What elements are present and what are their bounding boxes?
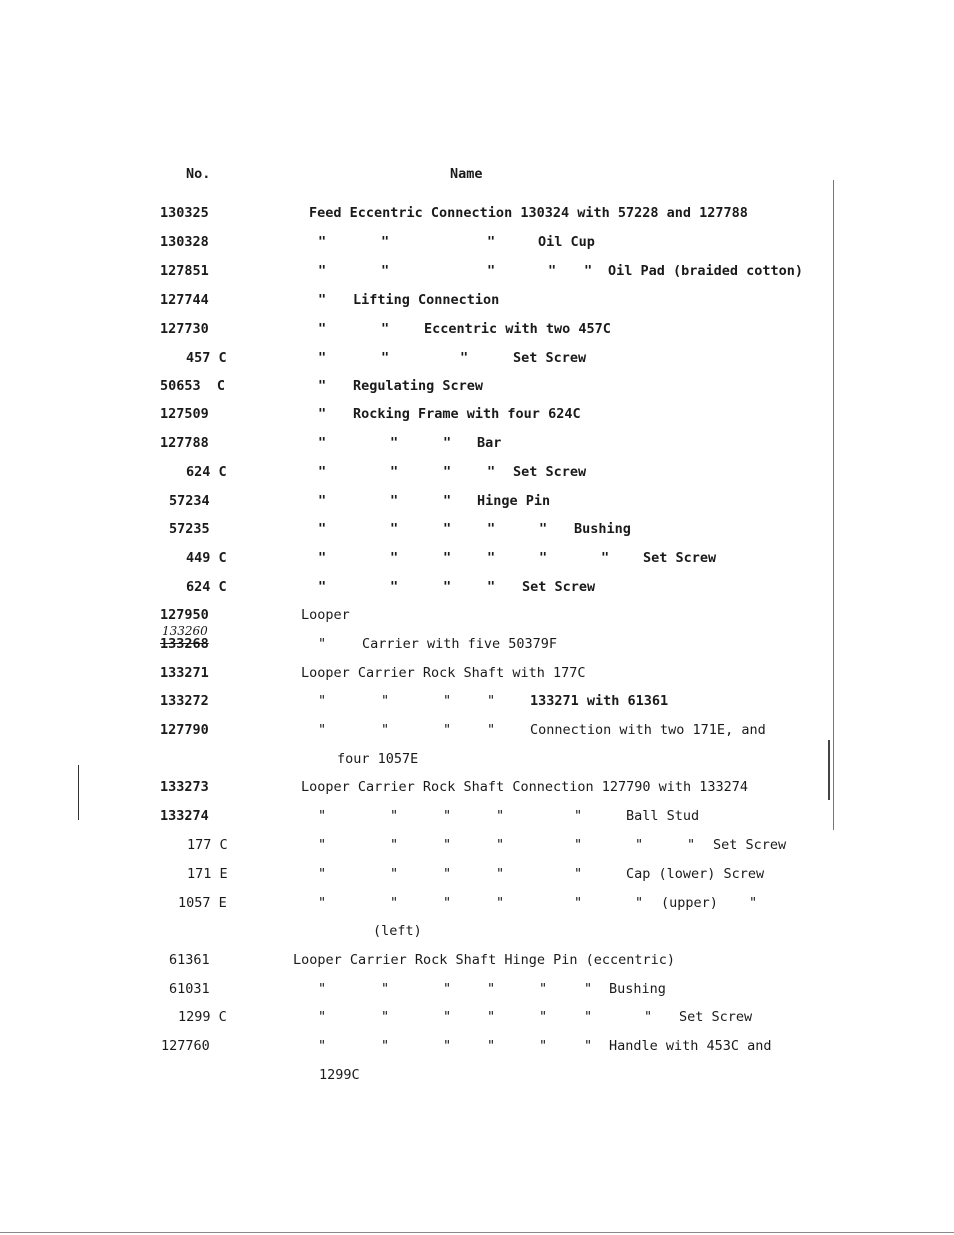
ditto-mark: ": [443, 1009, 452, 1025]
part-number: 457 C: [186, 350, 227, 366]
ditto-mark: ": [318, 493, 327, 509]
part-number: 130328: [160, 234, 209, 250]
part-name: Bar: [477, 435, 502, 451]
ditto-mark: ": [687, 837, 696, 853]
part-name: Feed Eccentric Connection 130324 with 57228 and 127788: [309, 205, 748, 221]
ditto-mark: ": [390, 579, 399, 595]
part-name: Set Screw: [513, 464, 587, 480]
ditto-mark: ": [318, 406, 327, 422]
part-name: Looper: [301, 607, 350, 623]
ditto-mark: ": [318, 321, 327, 337]
header-no: No.: [186, 166, 211, 182]
ditto-mark: ": [390, 521, 399, 537]
scan-edge-right-mark: [828, 740, 830, 800]
ditto-mark: ": [487, 521, 496, 537]
ditto-mark: ": [381, 234, 390, 250]
part-name: Handle with 453C and: [609, 1038, 772, 1054]
ditto-mark: ": [539, 1009, 548, 1025]
part-number: 1057 E: [178, 895, 227, 911]
ditto-mark: ": [460, 350, 469, 366]
part-name: Set Screw: [522, 579, 596, 595]
header-name: Name: [450, 166, 483, 182]
ditto-mark: ": [443, 808, 452, 824]
ditto-mark: ": [443, 435, 452, 451]
ditto-mark: ": [487, 263, 496, 279]
ditto-mark: ": [318, 234, 327, 250]
ditto-mark: ": [318, 636, 327, 652]
scan-edge-left-mark: [78, 765, 79, 820]
part-name-continuation: four 1057E: [337, 751, 419, 767]
ditto-mark: ": [390, 837, 399, 853]
ditto-mark: ": [443, 493, 452, 509]
ditto-mark: ": [381, 1009, 390, 1025]
ditto-mark: ": [318, 981, 327, 997]
ditto-mark: ": [539, 981, 548, 997]
ditto-mark: ": [318, 464, 327, 480]
part-number: 127950: [160, 607, 209, 623]
part-number: 624 C: [186, 464, 227, 480]
ditto-mark: ": [318, 292, 327, 308]
part-number: 133272: [160, 693, 209, 709]
ditto-mark: ": [318, 378, 327, 394]
ditto-mark: ": [487, 693, 496, 709]
ditto-mark: ": [487, 464, 496, 480]
part-name: Hinge Pin: [477, 493, 551, 509]
part-name: Regulating Screw: [353, 378, 484, 394]
part-name-continuation: (left): [373, 923, 422, 939]
ditto-mark: ": [318, 693, 327, 709]
ditto-mark: ": [443, 579, 452, 595]
part-number: 127744: [160, 292, 209, 308]
part-name: Connection with two 171E, and: [530, 722, 766, 738]
ditto-mark: ": [487, 722, 496, 738]
ditto-mark: ": [496, 895, 505, 911]
ditto-mark: ": [390, 493, 399, 509]
part-name: Bushing: [609, 981, 666, 997]
ditto-mark: ": [318, 435, 327, 451]
ditto-mark: ": [487, 550, 496, 566]
ditto-mark: ": [318, 895, 327, 911]
part-name: Set Screw: [643, 550, 717, 566]
ditto-mark: ": [318, 808, 327, 824]
ditto-mark: ": [443, 895, 452, 911]
ditto-mark: ": [574, 866, 583, 882]
ditto-mark: ": [496, 866, 505, 882]
part-number: 133271: [160, 665, 209, 681]
part-name: Cap (lower) Screw: [626, 866, 765, 882]
part-name: Lifting Connection: [353, 292, 500, 308]
part-number: 50653 C: [160, 378, 226, 394]
part-number: 61031: [169, 981, 210, 997]
ditto-mark: ": [443, 464, 452, 480]
ditto-mark: ": [487, 1009, 496, 1025]
ditto-mark: ": [584, 1038, 593, 1054]
ditto-mark: ": [381, 981, 390, 997]
ditto-mark: ": [318, 1009, 327, 1025]
ditto-mark: ": [496, 837, 505, 853]
part-number: 177 C: [187, 837, 228, 853]
ditto-mark: ": [390, 550, 399, 566]
ditto-mark: ": [487, 1038, 496, 1054]
part-name: Set Screw: [513, 350, 587, 366]
ditto-mark: ": [443, 866, 452, 882]
ditto-mark: ": [318, 1038, 327, 1054]
part-name: Oil Pad (braided cotton): [608, 263, 804, 279]
part-number: 130325: [160, 205, 209, 221]
ditto-mark: ": [443, 521, 452, 537]
ditto-mark: ": [601, 550, 610, 566]
ditto-mark: ": [390, 895, 399, 911]
ditto-mark: ": [644, 1009, 653, 1025]
ditto-mark: ": [487, 234, 496, 250]
part-name: Bushing: [574, 521, 631, 537]
ditto-mark: ": [381, 321, 390, 337]
ditto-mark: ": [539, 550, 548, 566]
ditto-mark: ": [635, 837, 644, 853]
part-number: 127790: [160, 722, 209, 738]
part-number: 1299 C: [178, 1009, 227, 1025]
ditto-mark: ": [487, 981, 496, 997]
ditto-mark: ": [496, 808, 505, 824]
part-name: Set Screw: [713, 837, 787, 853]
part-name-continuation: 1299C: [319, 1067, 360, 1083]
ditto-mark: ": [749, 895, 758, 911]
ditto-mark: ": [381, 1038, 390, 1054]
ditto-mark: ": [318, 866, 327, 882]
ditto-mark: ": [390, 464, 399, 480]
ditto-mark: ": [584, 981, 593, 997]
ditto-mark: ": [381, 693, 390, 709]
part-name: Rocking Frame with four 624C: [353, 406, 581, 422]
scan-edge-bottom: [0, 1232, 954, 1233]
part-name: Looper Carrier Rock Shaft with 177C: [301, 665, 586, 681]
part-number: 624 C: [186, 579, 227, 595]
ditto-mark: ": [381, 350, 390, 366]
ditto-mark: ": [318, 837, 327, 853]
ditto-mark: ": [381, 263, 390, 279]
ditto-mark: ": [443, 722, 452, 738]
part-name: Oil Cup: [538, 234, 595, 250]
ditto-mark: ": [318, 722, 327, 738]
part-name: Set Screw: [679, 1009, 753, 1025]
part-number: 57234: [169, 493, 210, 509]
part-number: 57235: [169, 521, 210, 537]
ditto-mark: ": [318, 263, 327, 279]
ditto-mark: ": [539, 521, 548, 537]
ditto-mark: ": [443, 1038, 452, 1054]
ditto-mark: ": [574, 808, 583, 824]
part-number: 127509: [160, 406, 209, 422]
ditto-mark: ": [318, 521, 327, 537]
ditto-mark: ": [548, 263, 557, 279]
ditto-mark: ": [487, 579, 496, 595]
ditto-mark: ": [584, 1009, 593, 1025]
ditto-mark: ": [318, 550, 327, 566]
part-number: 133273: [160, 779, 209, 795]
ditto-mark: ": [443, 837, 452, 853]
ditto-mark: ": [443, 693, 452, 709]
ditto-mark: ": [381, 722, 390, 738]
part-name: 133271 with 61361: [530, 693, 669, 709]
part-number: 449 C: [186, 550, 227, 566]
part-number: 133274: [160, 808, 209, 824]
part-number: 127788: [160, 435, 209, 451]
part-name: Eccentric with two 457C: [424, 321, 611, 337]
ditto-mark: ": [390, 808, 399, 824]
scan-edge-right: [833, 180, 834, 830]
part-name: Carrier with five 50379F: [362, 636, 558, 652]
part-number: 133268: [160, 636, 209, 652]
part-name: Looper Carrier Rock Shaft Connection 127790 with 133274: [301, 779, 749, 795]
part-name: (upper): [661, 895, 718, 911]
part-number: 171 E: [187, 866, 228, 882]
ditto-mark: ": [584, 263, 593, 279]
ditto-mark: ": [635, 895, 644, 911]
ditto-mark: ": [390, 866, 399, 882]
ditto-mark: ": [318, 350, 327, 366]
ditto-mark: ": [443, 550, 452, 566]
ditto-mark: ": [574, 837, 583, 853]
part-number: 127760: [161, 1038, 210, 1054]
handwritten-correction: 133260: [162, 624, 208, 638]
part-name: Ball Stud: [626, 808, 700, 824]
ditto-mark: ": [443, 981, 452, 997]
ditto-mark: ": [539, 1038, 548, 1054]
ditto-mark: ": [574, 895, 583, 911]
part-name: Looper Carrier Rock Shaft Hinge Pin (eccentric): [293, 952, 676, 968]
part-number: 61361: [169, 952, 210, 968]
part-number: 127730: [160, 321, 209, 337]
ditto-mark: ": [390, 435, 399, 451]
part-number: 127851: [160, 263, 209, 279]
ditto-mark: ": [318, 579, 327, 595]
